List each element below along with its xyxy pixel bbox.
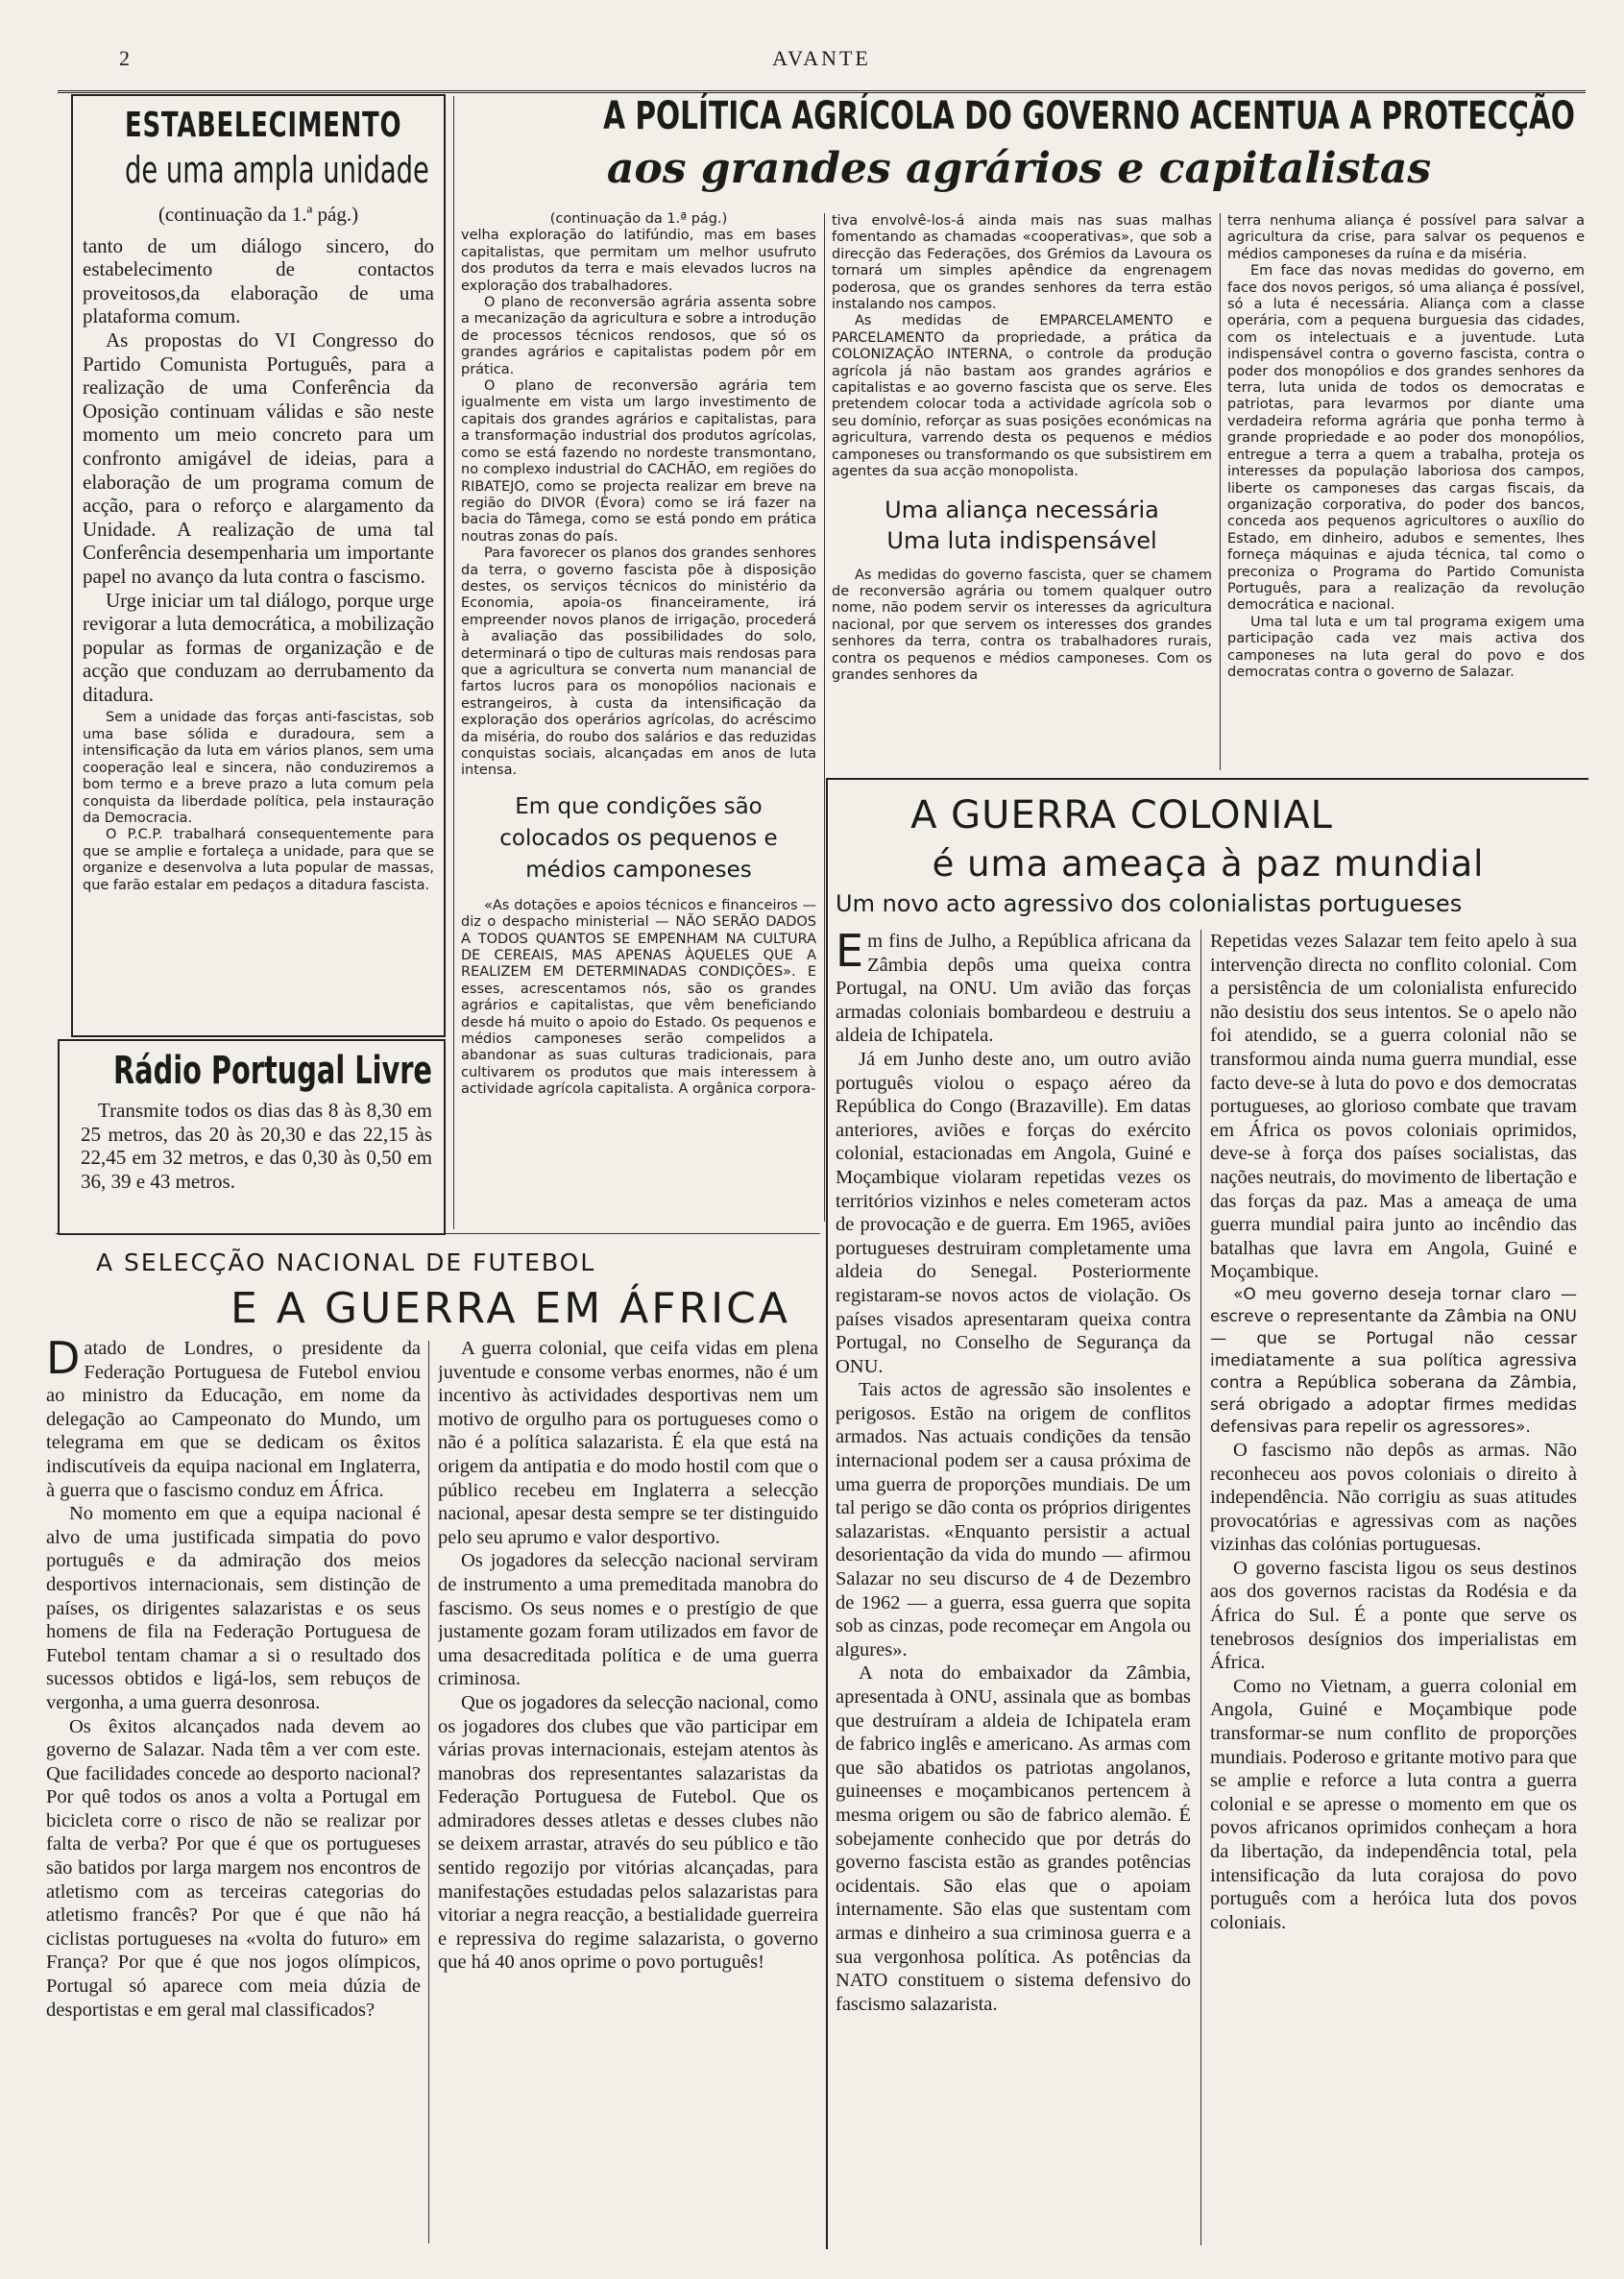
futebol-c2-p2: Os jogadores da selecção nacional serviram de instrumento a uma premeditada manobra do fascismo. Os seus nomes e o prestígio de que justamente gozam foram utilizados em favor de uma desacreditada política e de uma guerra criminosa. <box>438 1550 818 1690</box>
agricola-col3 <box>1227 213 1585 780</box>
agricola-c3-p3: Uma tal luta e um tal programa exigem uma participação cada vez mais activa dos camponeses na luta geral do povo e dos democratas contra o governo de Salazar. <box>1227 614 1585 680</box>
agricola-title-2: aos grandes agrários e capitalistas <box>606 144 1432 193</box>
agricola-sub1: Em que condições são colocados os pequenos e médios camponeses <box>499 793 778 883</box>
futebol-title: E A GUERRA EM ÁFRICA <box>230 1284 790 1333</box>
agricola-c2-p2: As medidas de EMPARCELAMENTO e PARCELAMENTO da propriedade, a prática da COLONIZAÇÃO INTERNA, o controle da produção agrícola já não bastam aos grandes agrários e capitalistas e ao governo fascista que os serve. Eles pretendem colocar toda a actividade agrícola sob o seu domínio, reforçar as suas posições económicas na agricultura, varrendo desta os pequenos e médios camponeses ou transformando os que subsistirem em agentes da sua acção monopolista. <box>832 313 1212 480</box>
agricola-title-block <box>457 92 1581 207</box>
futebol-dropcap: D <box>46 1337 81 1384</box>
guerra-c1-p2: Já em Junho deste ano, um outro avião português violou o espaço aéreo da República do Congo (Brazaville). Em datas anteriores, aviões e forças do exército colonial, estacionadas em Angola, Guiné e Moçambique violaram repetidas vezes os territórios vizinhos e neles cometeram actos de provocação e de guerra. Em 1965, aviões portugueses destruiram completamente uma aldeia do Senegal. Posteriormente registaram-se novos actos de violação. Os países visados apresentaram queixa contra Portugal, no Conselho de Segurança da ONU. <box>836 1048 1191 1377</box>
page-number: 2 <box>119 46 130 70</box>
guerra-c1-p1: m fins de Julho, a República africana da Zâmbia depôs uma queixa contra Portugal, na ONU. Um avião das forças armadas coloniais bombardeou e destruiu a aldeia de Ichipatela. <box>836 931 1191 1047</box>
futebol-col1 <box>46 1337 421 2245</box>
agricola-c3-p1: terra nenhuma aliança é possível para salvar a agricultura da crise, para salvar os pequenos e médios camponeses da ruína e da miséria. <box>1227 213 1585 262</box>
futebol-col2 <box>438 1337 818 2245</box>
unidade-body <box>73 191 444 894</box>
unidade-title-2: de uma ampla unidade <box>125 149 429 191</box>
radio-box <box>58 1039 446 1235</box>
unidade-p3: Urge iniciar um tal diálogo, porque urge revigorar a luta democrática, a mobilização popular as formas de organização e de acção que conduzam ao derrubamento da ditadura. <box>83 588 434 706</box>
agricola-c1-p5: «As dotações e apoios técnicos e financeiros — diz o despacho ministerial — NÃO SERÃO DADOS A TODOS QUANTOS SE EMPENHAM NA CULTURA DE CEREAIS, MAS APENAS ÀQUELES QUE A REALIZEM EM DETERMINADAS CONDIÇÕES». E esses, acrescentamos nós, são os grandes agrários e capitalistas, que vêm beneficiando desde há muito o apoio do Estado. Os pequenos e médios camponeses serão compelidos a abandonar as suas culturas tradicionais, para cultivarem os produtos que mais interessem à actividade agrícola capitalista. A orgânica corpora- <box>461 897 816 1098</box>
futebol-c1-p3: Os êxitos alcançados nada devem ao governo de Salazar. Nada têm a ver com este. Que facilidades concede ao desporto nacional? Por quê todos os anos a volta a Portugal em bicicleta corre o risco de não se realizar por falta de verba? Por que é que os portugueses são batidos por larga margem nos encontros de atletismo com as terceiras categorias do atletismo francês? Por que é que não há ciclistas portugueses na «volta do futuro» em França? Por que é que nos jogos olímpicos, Portugal só aparece com meia dúzia de desportistas e em geral mal classificados? <box>46 1715 421 2021</box>
futebol-kicker: A SELECÇÃO NACIONAL DE FUTEBOL <box>96 1249 596 1276</box>
guerra-col1 <box>836 930 1191 2247</box>
unidade-article <box>71 94 446 1037</box>
rule-futebol <box>428 1341 429 2243</box>
rule-left-col <box>453 96 454 1229</box>
guerra-c2-p3: O fascismo não depôs as armas. Não reconheceu aos povos coloniais o direito à independência. Não corrigiu as suas atitudes provocatórias e agressivas com as nações vizinhas das colónias portuguesas. <box>1210 1439 1577 1556</box>
agricola-sub2: Uma aliança necessária Uma luta indispensável <box>885 496 1159 554</box>
guerra-c2-p1: Repetidas vezes Salazar tem feito apelo à sua intervenção directa no conflito colonial. Com a persistência de um colonialista enfurecido não desistiu dos seus intentos. Se o apelo não foi atendido, se a guerra colonial não se transformou ainda numa guerra mundial, esse facto deve-se à luta do povo e dos democratas portugueses, ao glorioso combate que travam em África os povos coloniais oprimidos, deve-se à força dos países socialistas, das nações neutrais, do movimento de libertação e das forças da paz. Mas a ameaça de uma guerra mundial paira junto ao incêndio das batalhas que lavra em Angola, Guiné e Moçambique. <box>1210 931 1577 1283</box>
agricola-title-1: A POLÍTICA AGRÍCOLA DO GOVERNO ACENTUA A PROTECÇÃO <box>603 94 1575 138</box>
radio-text: Transmite todos os dias das 8 às 8,30 em 25 metros, das 20 às 20,30 e das 22,15 às 22,45 em 32 metros, e das 0,30 às 0,50 em 36, 39 e 43 metros. <box>81 1099 432 1193</box>
guerra-title-1: A GUERRA COLONIAL <box>910 793 1333 837</box>
agricola-col1 <box>461 211 816 1220</box>
agricola-c1-p3: O plano de reconversão agrária tem igualmente em vista um largo investimento de capitais dos grandes agrários e capitalistas, para a transformação industrial dos produtos agrícolas, como se está fazendo no nordeste transmontano, no complexo industrial do CACHÃO, em regiões do RIBATEJO, como se projecta realizar em breve na região do DIVOR (Évora) como se irá fazer na bacia do Tâmega, como se está pondo em prática noutras zonas do país. <box>461 378 816 545</box>
guerra-c1-p3: Tais actos de agressão são insolentes e perigosos. Estão na origem de conflitos armados. Nas actuais condições da tensão internacional podem ser a causa próxima de uma guerra de proporções mundiais. De um tal perigo se dão conta os próprios dirigentes salazaristas. «Enquanto persistir a actual desorientação da vida do mundo — afirmou Salazar no seu discurso de 4 de Dezembro de 1962 — a guerra, essa guerra que sopita sob as cinzas, pode recomeçar em Angola ou algures». <box>836 1379 1191 1661</box>
page-header <box>58 42 1586 93</box>
rule-agri-2 <box>1220 213 1221 770</box>
guerra-c2-p5: Como no Vietnam, a guerra colonial em Angola, Guiné e Moçambique pode transformar-se num conflito de proporções mundiais. Poderoso e gritante motivo para que se amplie e reforce a luta contra a guerra colonial e se apresse o momento em que os povos africanos oprimidos conheçam a hora da libertação, da independência total, pela intensificação da luta corajosa do povo português com a heróica luta dos povos coloniais. <box>1210 1675 1577 1933</box>
rule-guerra <box>1200 930 1201 2245</box>
agricola-c1-p2: O plano de reconversão agrária assenta sobre a mecanização da agricultura e sobre a introdução de processos técnicos rendosos, que só os grandes agrários e capitalistas podem pôr em prática. <box>461 295 816 377</box>
futebol-head <box>58 1241 816 1337</box>
unidade-title-1: ESTABELECIMENTO <box>125 106 402 145</box>
agricola-c2-p1: tiva envolvê-los-á ainda mais nas suas malhas fomentando as chamadas «cooperativas», que sob a direcção das Federações, dos Grémios da Lavoura os tornará um simples apêndice da engrenagem poderosa, que os grandes senhores da terra estão instalando nos campos. <box>832 213 1212 313</box>
agricola-c1-p4: Para favorecer os planos dos grandes senhores da terra, o governo fascista põe à disposição destes, os serviços técnicos do ministério da Economia, apoia-os financeiramente, irá empreender novos planos de irrigação, procederá à avaliação das possibilidades do solo, determinará o tipo de culturas mais rendosas para que a agricultura se converta num manancial de fartos lucros para os monopólios nacionais e estrangeiros, à custa da intensificação da exploração dos operários agrícolas, do acréscimo da miséria, do roubo dos salários e das reduzidas conquistas sociais, alcançadas em anos de luta intensa. <box>461 546 816 779</box>
unidade-p1: tanto de um diálogo sincero, do estabelecimento de contactos proveitosos,da elaboração de uma plataforma comum. <box>83 233 434 328</box>
agricola-c2-p3: As medidas do governo fascista, quer se chamem de reconversão agrária ou tomem qualquer outro nome, não podem servir os interesses da agricultura nacional, por que servem os interesses dos grandes senhores da terra, contra os trabalhadores rurais, contra os pequenos e médios camponeses. Com os grandes senhores da <box>832 567 1212 683</box>
guerra-c1-p4: A nota do embaixador da Zâmbia, apresentada à ONU, assinala que as bombas que destruíram a aldeia de Ichipatela eram de fabrico inglês e americano. As armas com que são abatidos os patriotas angolanos, guineenses e moçambicanos pertencem à mesma origem ou são de fabrico alemão. É sobejamente conhecido que por detrás do governo fascista estão as grandes potências ocidentais. São elas que o apoiam internamente. São elas que sustentam com armas e dinheiro a sua criminosa guerra e a sua vergonhosa política. As potências da NATO constituem o sistema defensivo do fascismo salazarista. <box>836 1662 1191 2015</box>
unidade-continuation: (continuação da 1.ª pág.) <box>158 203 359 226</box>
guerra-col2 <box>1210 930 1577 2247</box>
unidade-p5: O P.C.P. trabalhará consequentemente para que se amplie e fortaleça a unidade, para que se organize e desenvolva a luta popular de massas, que farão estalar em pedaços a ditadura fascista. <box>83 827 434 893</box>
agricola-c1-p1: velha exploração do latifúndio, mas em bases capitalistas, que permitam um melhor usufruto dos produtos da terra e mais elevados lucros na exploração dos trabalhadores. <box>461 228 816 294</box>
agricola-continuation: (continuação da 1.ª pág.) <box>549 211 728 227</box>
unidade-p2: As propostas do VI Congresso do Partido Comunista Português, para a realização de uma Conferência da Oposição continuam válidas e são neste momento um meio concreto para um confronto amigável de ideias, para a elaboração de um programa comum de acção, para o reforço e alargamento da Unidade. A realização de uma tal Conferência desempenharia um importante papel no avanço da luta contra o fascismo. <box>83 327 434 588</box>
rule-agri-1 <box>824 213 825 1222</box>
guerra-c2-p4: O governo fascista ligou os seus destinos aos dos governos racistas da Rodésia e da África do Sul. É a ponte que serve os tenebrosos desígnios dos imperialistas em África. <box>1210 1557 1577 1674</box>
paper-title: AVANTE <box>772 46 871 70</box>
guerra-title-2: é uma ameaça à paz mundial <box>932 843 1485 885</box>
guerra-c2-p2: «O meu governo deseja tornar claro — escreve o representante da Zâmbia na ONU — que se Portugal não cessar imediatamente a sua política agressiva contra a República soberana da Zâmbia, será obrigado a adoptar firmes medidas defensivas para repelir os agressores». <box>1210 1284 1577 1437</box>
rule-futebol-top <box>56 1233 820 1234</box>
agricola-c3-p2: Em face das novas medidas do governo, em face dos novos perigos, só uma aliança é possível, só a luta é necessária. Aliança com a classe operária, com a pequena burguesia das cidades, com os intelectuais e a juventude. Luta indispensável contra o governo fascista, contra o poder dos monopólios e dos grandes senhores da terra, luta unida de todos os democratas e patriotas, para levarmos por diante uma verdadeira reforma agrária que ponha termo à grande propriedade e ao poder dos monopólios, entregue a terra a quem a trabalha, proteja os interesses da população laboriosa dos campos, liberte os camponeses das cargas fiscais, da organização corporativa, do poder dos bancos, conceda aos pequenos agricultores o auxílio do Estado, em dinheiro, adubos e sementes, lhes forneça máquinas e ajuda técnica, tal como o preconiza o Programa do Partido Comunista Português, para a realização da revolução democrática e nacional. <box>1227 263 1585 614</box>
futebol-c2-p3: Que os jogadores da selecção nacional, como os jogadores dos clubes que vão participar em várias provas internacionais, estejam atentos às manobras dos representantes salazaristas da Federação Portuguesa de Futebol. Que os admiradores desses atletas e desses clubes não se deixem arrastar, através do seu público e tão sentido regozijo por vitórias alcançadas, para manifestações estudadas pelos salazaristas para vitoriar a negra reacção, a bestialidade guerreira e repressiva do regime salazarista, o governo que há 40 anos oprime o povo português! <box>438 1691 818 1974</box>
agricola-col2 <box>832 213 1212 780</box>
guerra-dropcap: E <box>836 930 864 977</box>
guerra-subtitle: Um novo acto agressivo dos colonialistas portugueses <box>836 890 1463 917</box>
radio-title: Rádio Portugal Livre <box>113 1049 432 1093</box>
futebol-c2-p1: A guerra colonial, que ceifa vidas em plena juventude e consome verbas enormes, não é um incentivo às actividades desportivas nem um motivo de orgulho para os portugueses como o não é a política salazarista. É ela que está na origem da antipatia e do modo hostil com que o público recebeu em Inglaterra a selecção nacional, apesar desta sempre se ter distinguido pelo seu aprumo e valor desportivo. <box>438 1338 818 1548</box>
futebol-c1-p2: No momento em que a equipa nacional é alvo de uma justificada simpatia do povo português e da admiração dos meios desportivos internacionais, sem distinção de países, os dirigentes salazaristas e os seus homens de fila na Federação Portuguesa de Futebol tentam chamar a si o resultado dos sucessos obtidos e ligá-los, sem rebuços de vergonha, a uma guerra desonrosa. <box>46 1503 421 1713</box>
futebol-c1-p1: atado de Londres, o presidente da Federação Portuguesa de Futebol enviou ao ministro da Educação, em nome da delegação ao Campeonato do Mundo, um telegrama em que se dedicam os êxitos indiscutíveis da equipa nacional em Inglaterra, à guerra que o fascismo conduz em África. <box>46 1338 421 1501</box>
unidade-p4: Sem a unidade das forças anti-fascistas, sob uma base sólida e duradoura, sem a intensificação da luta em vários planos, sem uma cooperação leal e sincera, não conduziremos a bom termo e a breve prazo a luta comum pela conquista da liberdade política, pela instauração da Democracia. <box>83 710 434 826</box>
